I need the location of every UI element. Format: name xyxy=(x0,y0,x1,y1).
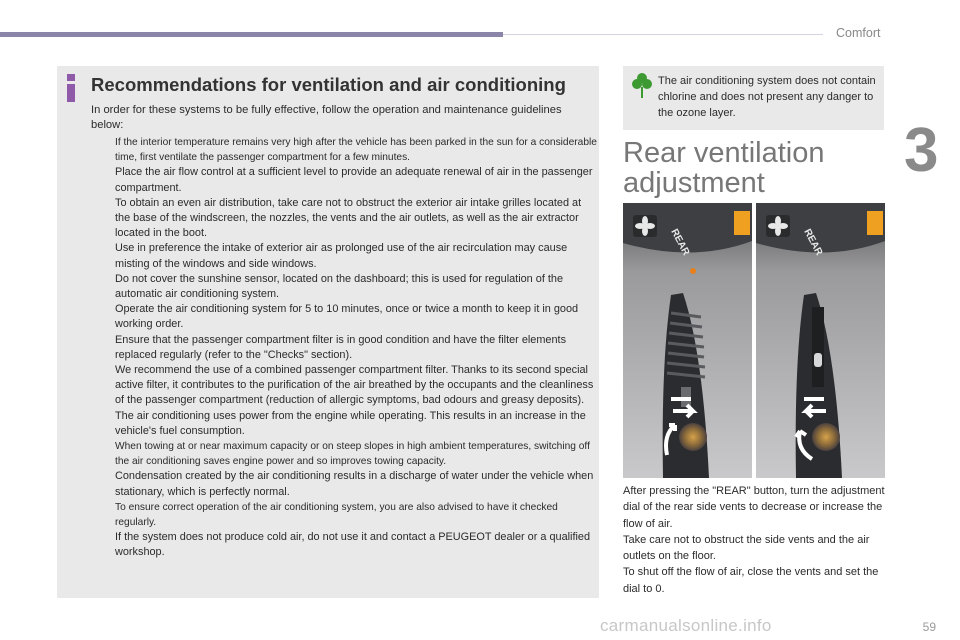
watermark: carmanualsonline.info xyxy=(600,616,772,635)
recommendations-intro: In order for these systems to be fully effective, follow the operation and maintenance guidelines below: xyxy=(91,104,562,131)
recommendation-item xyxy=(87,241,597,271)
vent-photo-closed xyxy=(756,203,885,478)
rear-vent-photos xyxy=(623,203,885,478)
info-icon xyxy=(64,74,78,102)
section-name: Comfort xyxy=(836,26,881,40)
recommendation-item xyxy=(87,135,597,196)
rear-description-paragraph: To shut off the flow of air, close the vents and set the dial to 0. xyxy=(623,566,879,595)
recommendation-text: Use in preference the intake of exterior air as prolonged use of the air recirculation may cause misting of the windows and side windows. xyxy=(115,242,568,270)
recommendation-text: Condensation created by the air conditioning results in a discharge of water under the vehicle when stationary, which is perfectly normal. xyxy=(115,470,594,498)
recommendation-text: The air conditioning uses power from the engine while operating. This results in an increase in the vehicle's fuel consumption. xyxy=(115,409,586,437)
recommendation-item xyxy=(87,530,597,560)
recommendation-text: Do not cover the sunshine sensor, located on the dashboard; this is used for regulation of the automatic air conditioning system. xyxy=(115,272,564,301)
eco-note-text: The air conditioning system does not contain chlorine and does not present any danger to the ozone layer. xyxy=(658,75,876,119)
recommendation-text: If the system does not produce cold air, do not use it and contact a PEUGEOT dealer or a qualified workshop. xyxy=(115,531,591,559)
rear-description-paragraph: After pressing the "REAR" button, turn the adjustment dial of the rear side vents to decrease or increase the flow of air. xyxy=(623,485,885,530)
rear-ventilation-title: Rear ventilation adjustment xyxy=(623,137,825,199)
recommendation-text: When towing at or near maximum capacity or on steep slopes in high ambient temperatures, switching off the air conditioning saves engine power and so improves towing capacity. xyxy=(115,441,590,468)
recommendation-text: We recommend the use of a combined passenger compartment filter. Thanks to its second special active filter, it contributes to the purification of the air breathed by the occupants and the cleanliness of the passenger compartment (reduction of allergic symptoms, bad odours and greasy deposits). xyxy=(115,364,594,407)
recommendation-text: If the interior temperature remains very high after the vehicle has been parked in the sun for a considerable time, first ventilate the passenger compartment for a few minutes. xyxy=(115,137,597,164)
eco-note xyxy=(623,66,884,130)
recommendation-text: Place the air flow control at a sufficient level to provide an adequate renewal of air in the passenger compartment. xyxy=(115,166,593,194)
header-bar xyxy=(0,32,503,37)
chapter-number: 3 xyxy=(904,116,939,185)
rear-ventilation-description xyxy=(623,483,887,597)
page-number: 59 xyxy=(922,620,936,634)
recommendations-title: Recommendations for ventilation and air conditioning xyxy=(91,74,566,95)
recommendations-panel xyxy=(57,66,599,598)
recommendations-list xyxy=(87,135,597,561)
recommendation-text: To obtain an even air distribution, take care not to obstruct the exterior air intake grilles located at the base of the windscreen, the nozzles, the vents and the air outlets, as well as the air extractor located in the boot. xyxy=(115,196,582,240)
eco-leaf-icon xyxy=(632,73,652,99)
rear-label-right: REAR xyxy=(801,227,825,258)
recommendation-text: To ensure correct operation of the air conditioning system, you are also advised to have it checked regularly. xyxy=(115,501,558,529)
vent-photo-open xyxy=(623,203,752,478)
recommendation-text: Ensure that the passenger compartment filter is in good condition and have the filter elements replaced regularly (refer to the "Checks" section). xyxy=(115,333,567,361)
recommendation-item xyxy=(87,196,597,242)
recommendation-item xyxy=(87,409,597,500)
recommendation-item xyxy=(87,272,597,302)
header-rule xyxy=(503,34,823,35)
recommendation-text: Operate the air conditioning system for 5 to 10 minutes, once or twice a month to keep it in good working order. xyxy=(115,303,579,331)
rear-description-paragraph: Take care not to obstruct the side vents and the air outlets on the floor. xyxy=(623,533,870,563)
recommendation-item xyxy=(87,302,597,332)
recommendation-item xyxy=(87,500,597,530)
recommendation-item xyxy=(87,333,597,409)
rear-label-left: REAR xyxy=(668,227,692,258)
